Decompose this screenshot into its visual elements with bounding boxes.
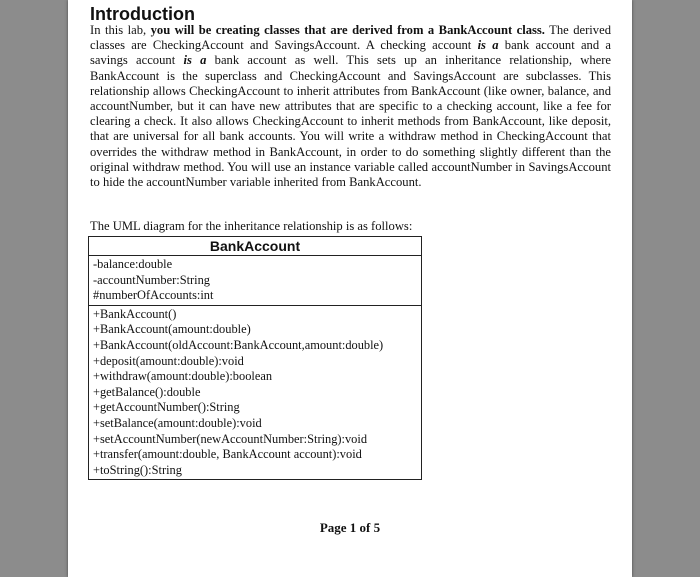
para-text-2: bank account and a savings account xyxy=(90,38,611,68)
uml-attribute: -accountNumber:String xyxy=(93,272,210,287)
uml-method: +transfer(amount:double, BankAccount account):void xyxy=(93,447,362,462)
uml-method: +deposit(amount:double):void xyxy=(93,353,244,368)
intro-paragraph xyxy=(90,23,611,190)
section-heading: Introduction xyxy=(90,4,195,24)
uml-method: +BankAccount(amount:double) xyxy=(93,322,251,337)
uml-method: +getBalance():double xyxy=(93,384,201,399)
uml-method: +BankAccount(oldAccount:BankAccount,amount:double) xyxy=(93,337,384,352)
uml-method: +BankAccount() xyxy=(93,306,177,321)
uml-method: +toString():String xyxy=(93,462,182,477)
uml-methods xyxy=(89,306,421,480)
uml-method: +setAccountNumber(newAccountNumber:String):void xyxy=(93,431,368,446)
uml-method: +getAccountNumber():String xyxy=(93,400,240,415)
para-is-a-1: is a xyxy=(477,38,499,53)
para-text-pre: In this lab, xyxy=(90,23,151,37)
para-bold-statement: you will be creating classes that are derived from a BankAccount class. xyxy=(150,23,545,37)
uml-class-name: BankAccount xyxy=(89,237,421,256)
uml-method: +setBalance(amount:double):void xyxy=(93,415,262,430)
uml-method: +withdraw(amount:double):boolean xyxy=(93,369,273,384)
page-number: Page 1 of 5 xyxy=(319,520,381,535)
para-text-3: bank account as well. This sets up an inheritance relationship, where BankAccount is the superclass and CheckingAccount and SavingsAccount are subclasses. This relationship allows CheckingAccount to inherit attributes from BankAccount (like owner, balance, and accountNumber, but it can have new attributes that are specific to a checking account, like a fee for clearing a check. It also allows CheckingAccount to inherit methods from BankAccount, like deposit, that are universal for all bank accounts. You will write a withdraw method in CheckingAccount that overrides the withdraw method in BankAccount, in order to do something slightly different than the original withdraw method. You will use an instance variable called accountNumber in SavingsAccount to hide the accountNumber variable inherited from BankAccount. xyxy=(90,53,611,190)
uml-attributes xyxy=(89,256,421,306)
document-page xyxy=(68,0,632,577)
uml-class-box xyxy=(88,236,422,480)
uml-caption: The UML diagram for the inheritance relationship is as follows: xyxy=(90,219,413,233)
para-text-1: The derived classes are CheckingAccount and SavingsAccount. A checking account xyxy=(90,23,611,53)
uml-attribute: -balance:double xyxy=(93,257,173,271)
para-is-a-2: is a xyxy=(183,53,207,68)
uml-attribute: #numberOfAccounts:int xyxy=(93,288,214,303)
